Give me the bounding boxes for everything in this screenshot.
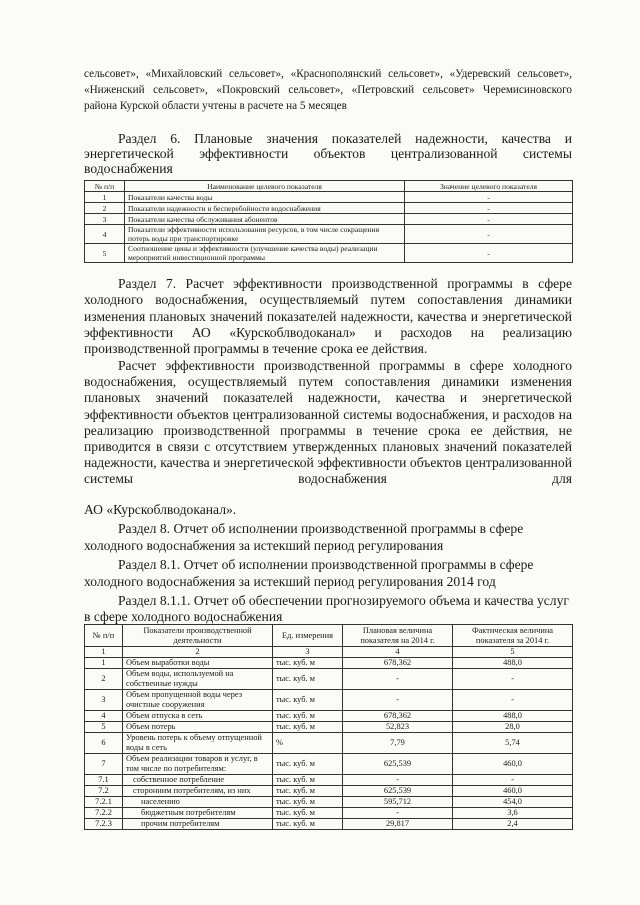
unit: тыс. куб. м [273,711,343,722]
indicator-value: - [405,192,573,203]
table-row [85,192,573,203]
col-indicator-name-header: Наименование целевого показателя [125,181,405,192]
row-number: 2 [85,669,123,690]
table-row [85,711,573,722]
table-row [85,658,573,669]
row-number: 7.2.1 [85,797,123,808]
unit: тыс. куб. м [273,797,343,808]
plan-value: 625,539 [343,786,453,797]
plan-value: 678,362 [343,711,453,722]
unit: тыс. куб. м [273,775,343,786]
indicator-name: Показатели качества обслуживания абонентов [125,214,405,225]
fact-value: 488,0 [453,711,573,722]
indicator-value: - [405,225,573,244]
section-8-1-heading: Раздел 8.1. Отчет об исполнении производственной программы в сфере холодного водоснабжения за истекший период регулирования 2014 год [84,557,534,589]
plan-value: - [343,669,453,690]
plan-value: 52,823 [343,722,453,733]
row-number: 4 [85,225,125,244]
row-number: 1 [85,192,125,203]
table-row [85,722,573,733]
fact-value: 454,0 [453,797,573,808]
indicator-name: Объем отпуска в сеть [123,711,273,722]
table-row [85,819,573,830]
indicator-name: прочим потребителям [123,819,273,830]
row-number: 1 [85,658,123,669]
section-8-1-1-heading: Раздел 8.1.1. Отчет об обеспечении прогнозируемого объема и качества услуг в сфере холодного водоснабжения [84,593,569,624]
table-row [85,669,573,690]
unit: тыс. куб. м [273,786,343,797]
indicators-table [84,180,573,263]
section-7-heading: Раздел 7. Расчет эффективности производственной программы в сфере холодного водоснабжения, осуществляемый путем сопоставления динамики изменения плановых значений показателей надежности, качества и энергетической эффективности АО «Курскоблводоканал» и расходов на реализацию производственной программы в течение срока ее действия. [84,276,572,357]
unit: тыс. куб. м [273,658,343,669]
col-number-index: 2 [123,647,273,658]
plan-value: 595,712 [343,797,453,808]
indicator-name: Объем выработки воды [123,658,273,669]
table-row [85,786,573,797]
table-row [85,754,573,775]
unit: тыс. куб. м [273,722,343,733]
unit: тыс. куб. м [273,690,343,711]
col-number-header: № п/п [85,625,123,647]
fact-value: - [453,775,573,786]
plan-value: - [343,690,453,711]
plan-value: - [343,775,453,786]
table-row [85,808,573,819]
fact-value: 488,0 [453,658,573,669]
col-number-index: 3 [273,647,343,658]
indicator-value: - [405,203,573,214]
indicator-name: Показатели эффективности использования ресурсов, в том числе сокращения потерь воды при транспортировке [125,225,405,244]
section-6-heading: Раздел 6. Плановые значения показателей надежности, качества и энергетической эффективности объектов централизованной системы водоснабжения [84,131,572,176]
indicator-name: Объем потерь [123,722,273,733]
col-indicator-value-header: Значение целевого показателя [405,181,573,192]
unit: тыс. куб. м [273,819,343,830]
col-number-index: 1 [85,647,123,658]
indicator-name: населению [123,797,273,808]
row-number: 7 [85,754,123,775]
fact-value: 28,0 [453,722,573,733]
col-number-index: 4 [343,647,453,658]
section-7-paragraph: Расчет эффективности производственной программы в сфере холодного водоснабжения, осуществляемый путем сопоставления динамики изменения плановых значений показателей надежности, качества и энергетической эффективности объектов централизованной системы водоснабжения, и расходов на реализацию производственной программы в течение срока ее действия, не приводится в связи с отсутствием утвержденных плановых значений показателей надежности, качества и энергетической эффективности объектов централизованной системы водоснабжения для [84,358,572,487]
table-row [85,203,573,214]
intro-paragraph: сельсовет», «Михайловский сельсовет», «Краснополянский сельсовет», «Удеревский сельсовет», «Ниженский сельсовет», «Покровский сельсовет», «Петровский сельсовет» Черемисиновского района Курской области учтены в расчете на 5 месяцев [84,68,572,112]
col-indicator-header: Показатели производственной деятельности [123,625,273,647]
unit: тыс. куб. м [273,754,343,775]
col-plan-header: Плановая величина показателя на 2014 г. [343,625,453,647]
table-row [85,797,573,808]
fact-value: 460,0 [453,754,573,775]
row-number: 2 [85,203,125,214]
row-number: 3 [85,214,125,225]
plan-value: 625,539 [343,754,453,775]
indicator-value: - [405,244,573,263]
indicator-value: - [405,214,573,225]
indicator-name: собственное потребление [123,775,273,786]
plan-value: 29,817 [343,819,453,830]
col-number-index: 5 [453,647,573,658]
fact-value: 460,0 [453,786,573,797]
fact-value: - [453,669,573,690]
indicator-name: Объем реализации товаров и услуг, в том числе по потребителям: [123,754,273,775]
fact-value: 2,4 [453,819,573,830]
indicator-name: Соотношение цены и эффективности (улучшение качества воды) реализации мероприятий инвестиционной программы [125,244,405,263]
table-row [85,214,573,225]
plan-value: 7,79 [343,733,453,754]
table-row [85,733,573,754]
col-number-header: № п/п [85,181,125,192]
row-number: 7.2.3 [85,819,123,830]
col-fact-header: Фактическая величина показателя за 2014 г. [453,625,573,647]
indicator-name: Показатели качества воды [125,192,405,203]
col-unit-header: Ед. измерения [273,625,343,647]
section-8-heading: Раздел 8. Отчет об исполнении производственной программы в сфере холодного водоснабжения за истекший период регулирования [84,521,524,553]
fact-value: - [453,690,573,711]
unit: тыс. куб. м [273,808,343,819]
indicator-name: сторонним потребителям, из них [123,786,273,797]
table-row [85,775,573,786]
unit: % [273,733,343,754]
indicator-name: Уровень потерь к объему отпущенной воды в сеть [123,733,273,754]
row-number: 3 [85,690,123,711]
row-number: 6 [85,733,123,754]
fact-value: 5,74 [453,733,573,754]
row-number: 5 [85,722,123,733]
fact-value: 3,6 [453,808,573,819]
plan-value: 678,362 [343,658,453,669]
row-number: 7.2 [85,786,123,797]
indicator-name: бюджетным потребителям [123,808,273,819]
production-report-table [84,624,573,830]
section-7-paragraph-end: АО «Курскоблводоканал». [84,502,237,517]
plan-value: - [343,808,453,819]
indicator-name: Показатели надежности и бесперебойности водоснабжения [125,203,405,214]
indicator-name: Объем пропущенной воды через очистные сооружения [123,690,273,711]
unit: тыс. куб. м [273,669,343,690]
row-number: 4 [85,711,123,722]
table-row [85,690,573,711]
row-number: 7.2.2 [85,808,123,819]
indicator-name: Объем воды, используемой на собственные нужды [123,669,273,690]
row-number: 7.1 [85,775,123,786]
table-row [85,225,573,244]
table-row [85,244,573,263]
row-number: 5 [85,244,125,263]
